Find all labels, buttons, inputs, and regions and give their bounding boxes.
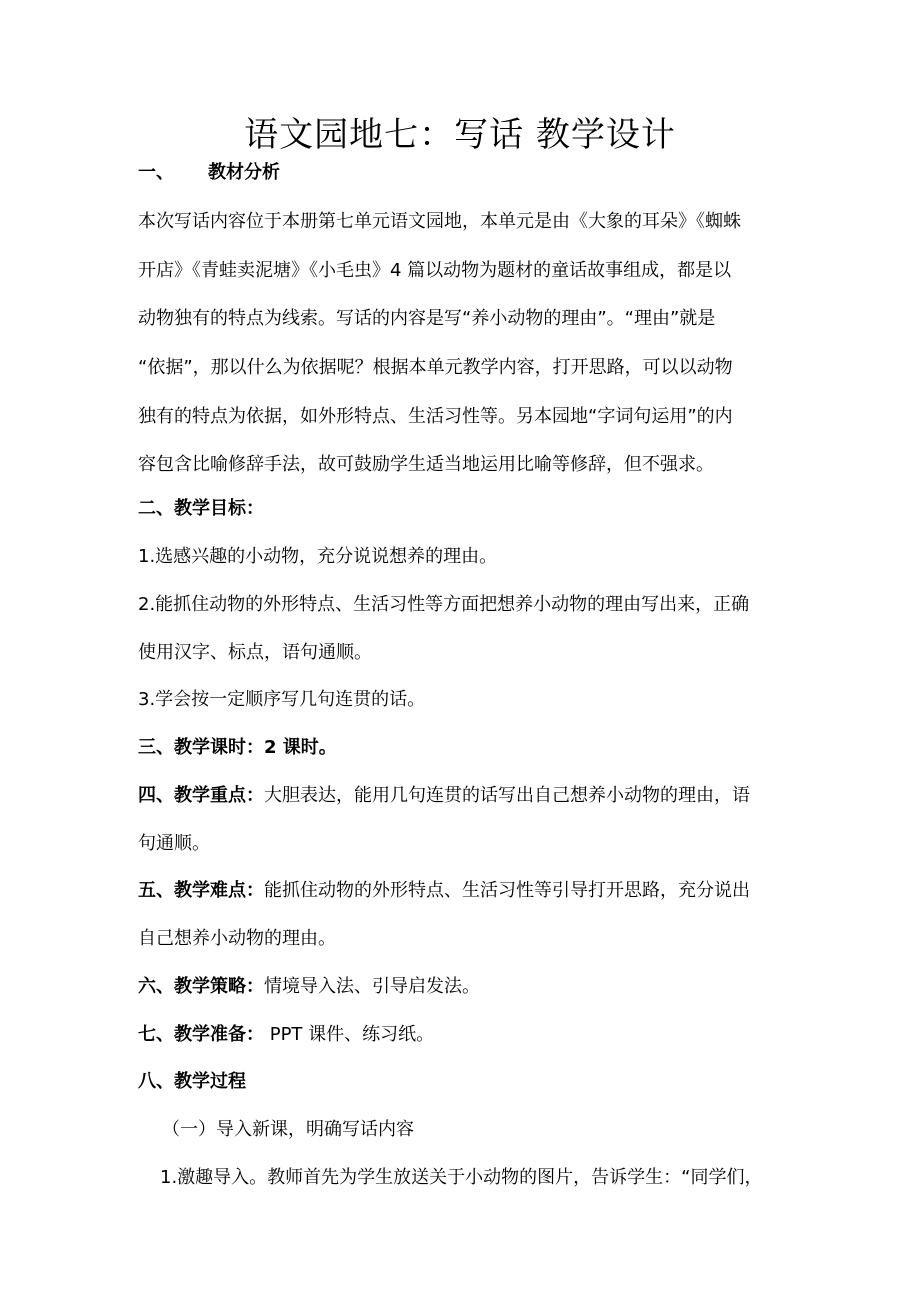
section-4-text: 大胆表达，能用几句连贯的话写出自己想养小动物的理由，语 <box>264 785 750 806</box>
section-5-continuation: 自己想养小动物的理由。 <box>138 928 336 949</box>
section-8-subheading: （一）导入新课，明确写话内容 <box>162 1119 414 1140</box>
section-5-line <box>138 877 750 905</box>
section-1-line-2: 开店》《青蛙卖泥塘》《小毛虫》4 篇以动物为题材的童话故事组成，都是以 <box>138 260 732 281</box>
section-1-number: 一、 <box>138 162 174 183</box>
goal-1: 1.选感兴趣的小动物，充分说说想养的理由。 <box>138 546 498 567</box>
goal-2: 2.能抓住动物的外形特点、生活习性等方面把想养小动物的理由写出来，正确 <box>138 594 750 615</box>
section-1-heading <box>138 159 280 187</box>
section-4-continuation: 句通顺。 <box>138 833 210 854</box>
section-8-item-1: 1.激趣导入。教师首先为学生放送关于小动物的图片，告诉学生：“同学们， <box>160 1167 763 1188</box>
section-1-line-5: 独有的特点为依据，如外形特点、生活习性等。另本园地“字词句运用”的内 <box>138 406 733 427</box>
section-5-label: 五、教学难点： <box>138 880 264 901</box>
section-7-line <box>138 1021 434 1049</box>
section-2-heading: 二、教学目标： <box>138 498 264 519</box>
goal-2-continuation: 使用汉字、标点，语句通顺。 <box>138 642 372 663</box>
section-4-line <box>138 782 750 810</box>
section-4-label: 四、教学重点： <box>138 785 264 806</box>
section-7-text: PPT 课件、练习纸。 <box>264 1024 435 1045</box>
section-6-line <box>138 973 480 1001</box>
section-1-line-1: 本次写话内容位于本册第七单元语文园地，本单元是由《大象的耳朵》《蜘蛛 <box>138 211 741 232</box>
section-5-text: 能抓住动物的外形特点、生活习性等引导打开思路，充分说出 <box>264 880 750 901</box>
section-1-line-4: “依据”，那以什么为依据呢？根据本单元教学内容，打开思路，可以以动物 <box>138 357 733 378</box>
document-title: 语文园地七：写话 教学设计 <box>244 115 676 155</box>
section-1-line-6: 容包含比喻修辞手法，故可鼓励学生适当地运用比喻等修辞，但不强求。 <box>138 454 714 475</box>
section-1-line-3: 动物独有的特点为线索。写话的内容是写“养小动物的理由”。“理由”就是 <box>138 308 716 329</box>
section-8-heading: 八、教学过程 <box>138 1071 246 1092</box>
goal-3: 3.学会按一定顺序写几句连贯的话。 <box>138 689 426 710</box>
section-1-title: 教材分析 <box>208 162 280 183</box>
section-6-label: 六、教学策略： <box>138 976 264 997</box>
section-7-label: 七、教学准备： <box>138 1024 264 1045</box>
section-6-text: 情境导入法、引导启发法。 <box>264 976 480 997</box>
section-3-heading: 三、教学课时：2 课时。 <box>138 737 337 758</box>
